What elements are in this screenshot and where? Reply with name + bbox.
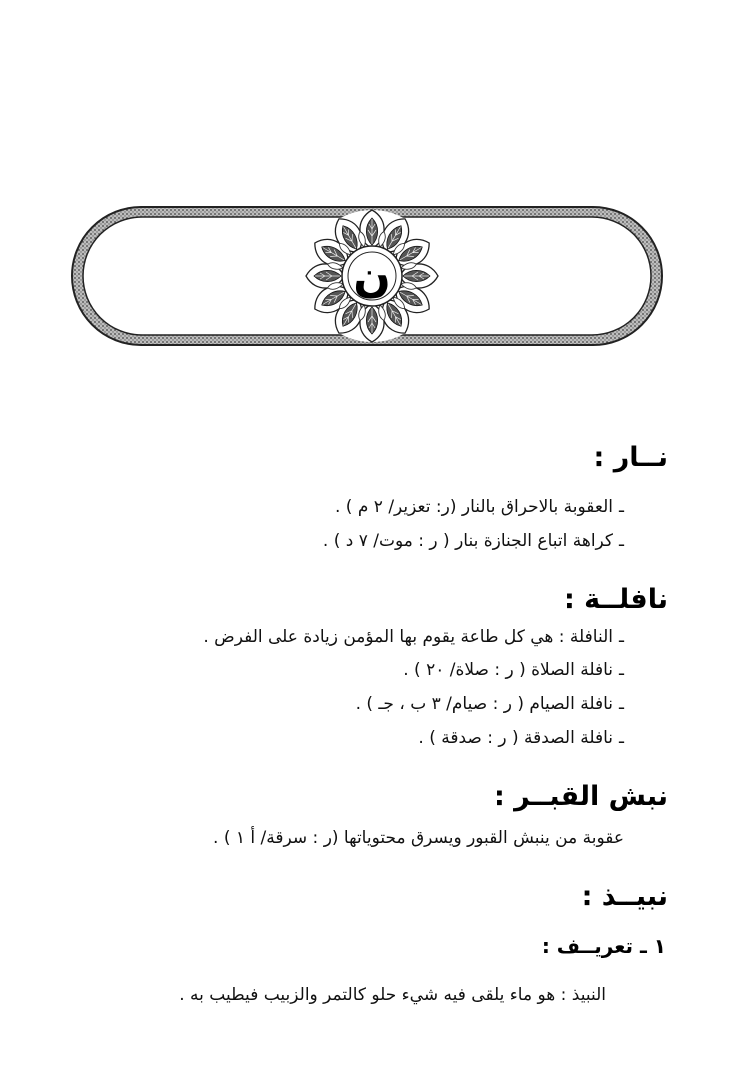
section-heading-nabidh: نبيــذ : (581, 881, 668, 912)
list-item: ـنافلة الصيام ( ر : صيام/ ٣ ب ، جـ ) . (355, 694, 624, 714)
section-paragraph: النبيذ : هو ماء يلقى فيه شيء حلو كالتمر والزبيب فيطيب به . (179, 985, 606, 1005)
list-item: ـالعقوبة بالاحراق بالنار (ر: تعزير/ ٢ م ) . (335, 497, 624, 517)
section-heading-nar: نــار : (593, 442, 668, 473)
section-heading-nabsh-alqabr: نبش القبــر : (493, 781, 668, 812)
section-subheading-definition: ١ ـ تعريــف : (541, 934, 666, 958)
list-item: ـنافلة الصدقة ( ر : صدقة ) . (418, 728, 624, 748)
list-item: ـنافلة الصلاة ( ر : صلاة/ ٢٠ ) . (403, 660, 624, 680)
section-heading-nafila: نافلــة : (563, 584, 668, 615)
chapter-letter: ن (353, 251, 391, 302)
section-paragraph: عقوبة من ينبش القبور ويسرق محتوياتها (ر : سرقة/ أ ١ ) . (213, 828, 624, 848)
list-item: ـكراهة اتباع الجنازة بنار ( ر : موت/ ٧ د ) . (322, 531, 624, 551)
list-item: ـالنافلة : هي كل طاعة يقوم بها المؤمن زيادة على الفرض . (203, 627, 624, 647)
